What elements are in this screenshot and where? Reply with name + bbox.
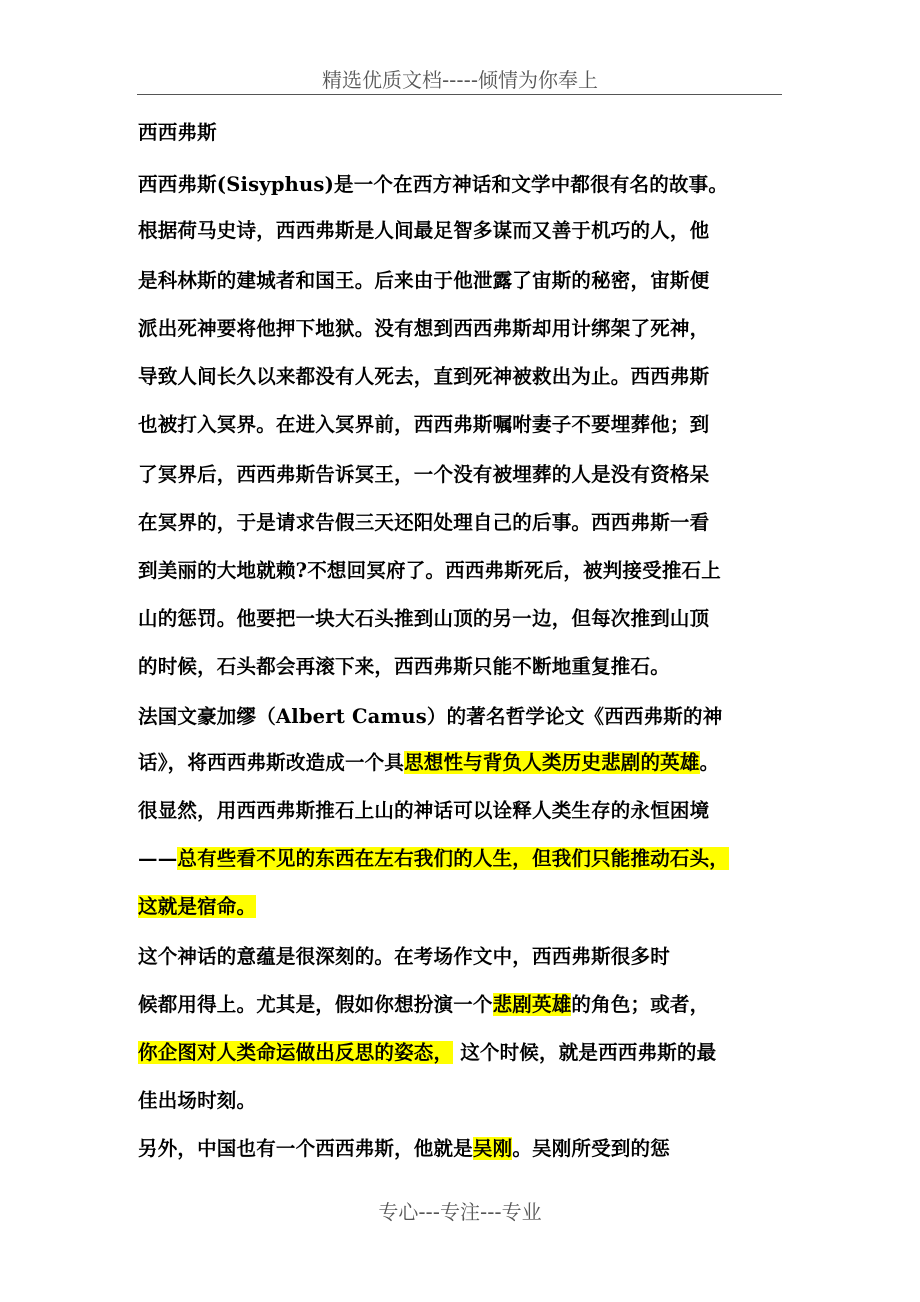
highlighted-text: 你企图对人类命运做出反思的姿态， bbox=[138, 1041, 454, 1064]
text-segment: 在冥界的，于是请求告假三天还阳处理自己的后事。西西弗斯一看 bbox=[138, 511, 710, 534]
text-line bbox=[138, 170, 728, 200]
text-segment: 派出死神要将他押下地狱。没有想到西西弗斯却用计绑架了死神， bbox=[138, 317, 710, 340]
text-line bbox=[138, 266, 709, 296]
text-segment: 话》，将西西弗斯改造成一个具 bbox=[138, 751, 405, 774]
text-segment: 这个神话的意蕴是很深刻的。在考场作文中，西西弗斯很多时 bbox=[138, 945, 670, 968]
text-segment: 。 bbox=[699, 751, 720, 774]
text-line bbox=[138, 556, 721, 586]
text-line bbox=[138, 652, 670, 682]
text-line bbox=[138, 460, 709, 490]
text-segment: 。吴刚所受到的惩 bbox=[512, 1137, 670, 1160]
text-segment: 这个时候，就是西西弗斯的最 bbox=[453, 1041, 717, 1064]
text-segment: 的角色；或者， bbox=[571, 993, 710, 1016]
text-segment: 山的惩罚。他要把一块大石头推到山顶的另一边，但每次推到山顶 bbox=[138, 607, 710, 630]
text-segment: 到美丽的大地就赖?不想回冥府了。西西弗斯死后，被判接受推石上 bbox=[138, 559, 721, 582]
text-segment: 很显然，用西西弗斯推石上山的神话可以诠释人类生存的永恒困境 bbox=[138, 799, 710, 822]
highlighted-text: 吴刚 bbox=[472, 1137, 513, 1160]
text-line bbox=[138, 508, 709, 538]
text-line bbox=[138, 702, 722, 732]
page-footer: 专心---专注---专业 bbox=[378, 1200, 542, 1224]
text-line bbox=[138, 942, 670, 972]
text-line bbox=[138, 990, 709, 1020]
text-segment: 西西弗斯(Sisyphus)是一个在西方神话和文学中都很有名的故事。 bbox=[138, 173, 729, 196]
text-segment: 候都用得上。尤其是，假如你想扮演一个 bbox=[138, 993, 493, 1016]
highlighted-text: 总有些看不见的东西在左右我们的人生，但我们只能推动石头， bbox=[177, 847, 730, 870]
text-line bbox=[138, 216, 709, 246]
text-segment: 也被打入冥界。在进入冥界前，西西弗斯嘱咐妻子不要埋葬他；到 bbox=[138, 413, 710, 436]
text-line bbox=[138, 314, 709, 344]
text-segment: 是科林斯的建城者和国王。后来由于他泄露了宙斯的秘密，宙斯便 bbox=[138, 269, 710, 292]
text-segment: —— bbox=[138, 847, 178, 870]
text-segment: 导致人间长久以来都没有人死去，直到死神被救出为止。西西弗斯 bbox=[138, 365, 710, 388]
text-line bbox=[138, 604, 709, 634]
text-line bbox=[138, 892, 256, 922]
page-header: 精选优质文档-----倾情为你奉上 bbox=[321, 68, 599, 92]
text-segment: 了冥界后，西西弗斯告诉冥王，一个没有被埋葬的人是没有资格呆 bbox=[138, 463, 710, 486]
text-line bbox=[138, 748, 719, 778]
highlighted-text: 这就是宿命。 bbox=[138, 895, 257, 918]
text-segment: 的时候，石头都会再滚下来，西西弗斯只能不断地重复推石。 bbox=[138, 655, 670, 678]
text-line bbox=[138, 410, 709, 440]
text-segment: 另外，中国也有一个西西弗斯，他就是 bbox=[138, 1137, 473, 1160]
text-segment: 佳出场时刻。 bbox=[138, 1089, 257, 1112]
document-title: 西西弗斯 bbox=[138, 121, 217, 144]
text-line bbox=[138, 1086, 256, 1116]
text-line bbox=[138, 1134, 670, 1164]
highlighted-text: 思想性与背负人类历史悲剧的英雄 bbox=[404, 751, 700, 774]
highlighted-text: 悲剧英雄 bbox=[492, 993, 572, 1016]
text-line bbox=[138, 844, 729, 874]
text-line bbox=[138, 796, 709, 826]
text-segment: 法国文豪加缪（Albert Camus）的著名哲学论文《西西弗斯的神 bbox=[138, 705, 723, 728]
text-segment: 根据荷马史诗，西西弗斯是人间最足智多谋而又善于机巧的人，他 bbox=[138, 219, 710, 242]
text-line bbox=[138, 362, 709, 392]
header-rule bbox=[137, 94, 782, 95]
text-line bbox=[138, 1038, 716, 1068]
